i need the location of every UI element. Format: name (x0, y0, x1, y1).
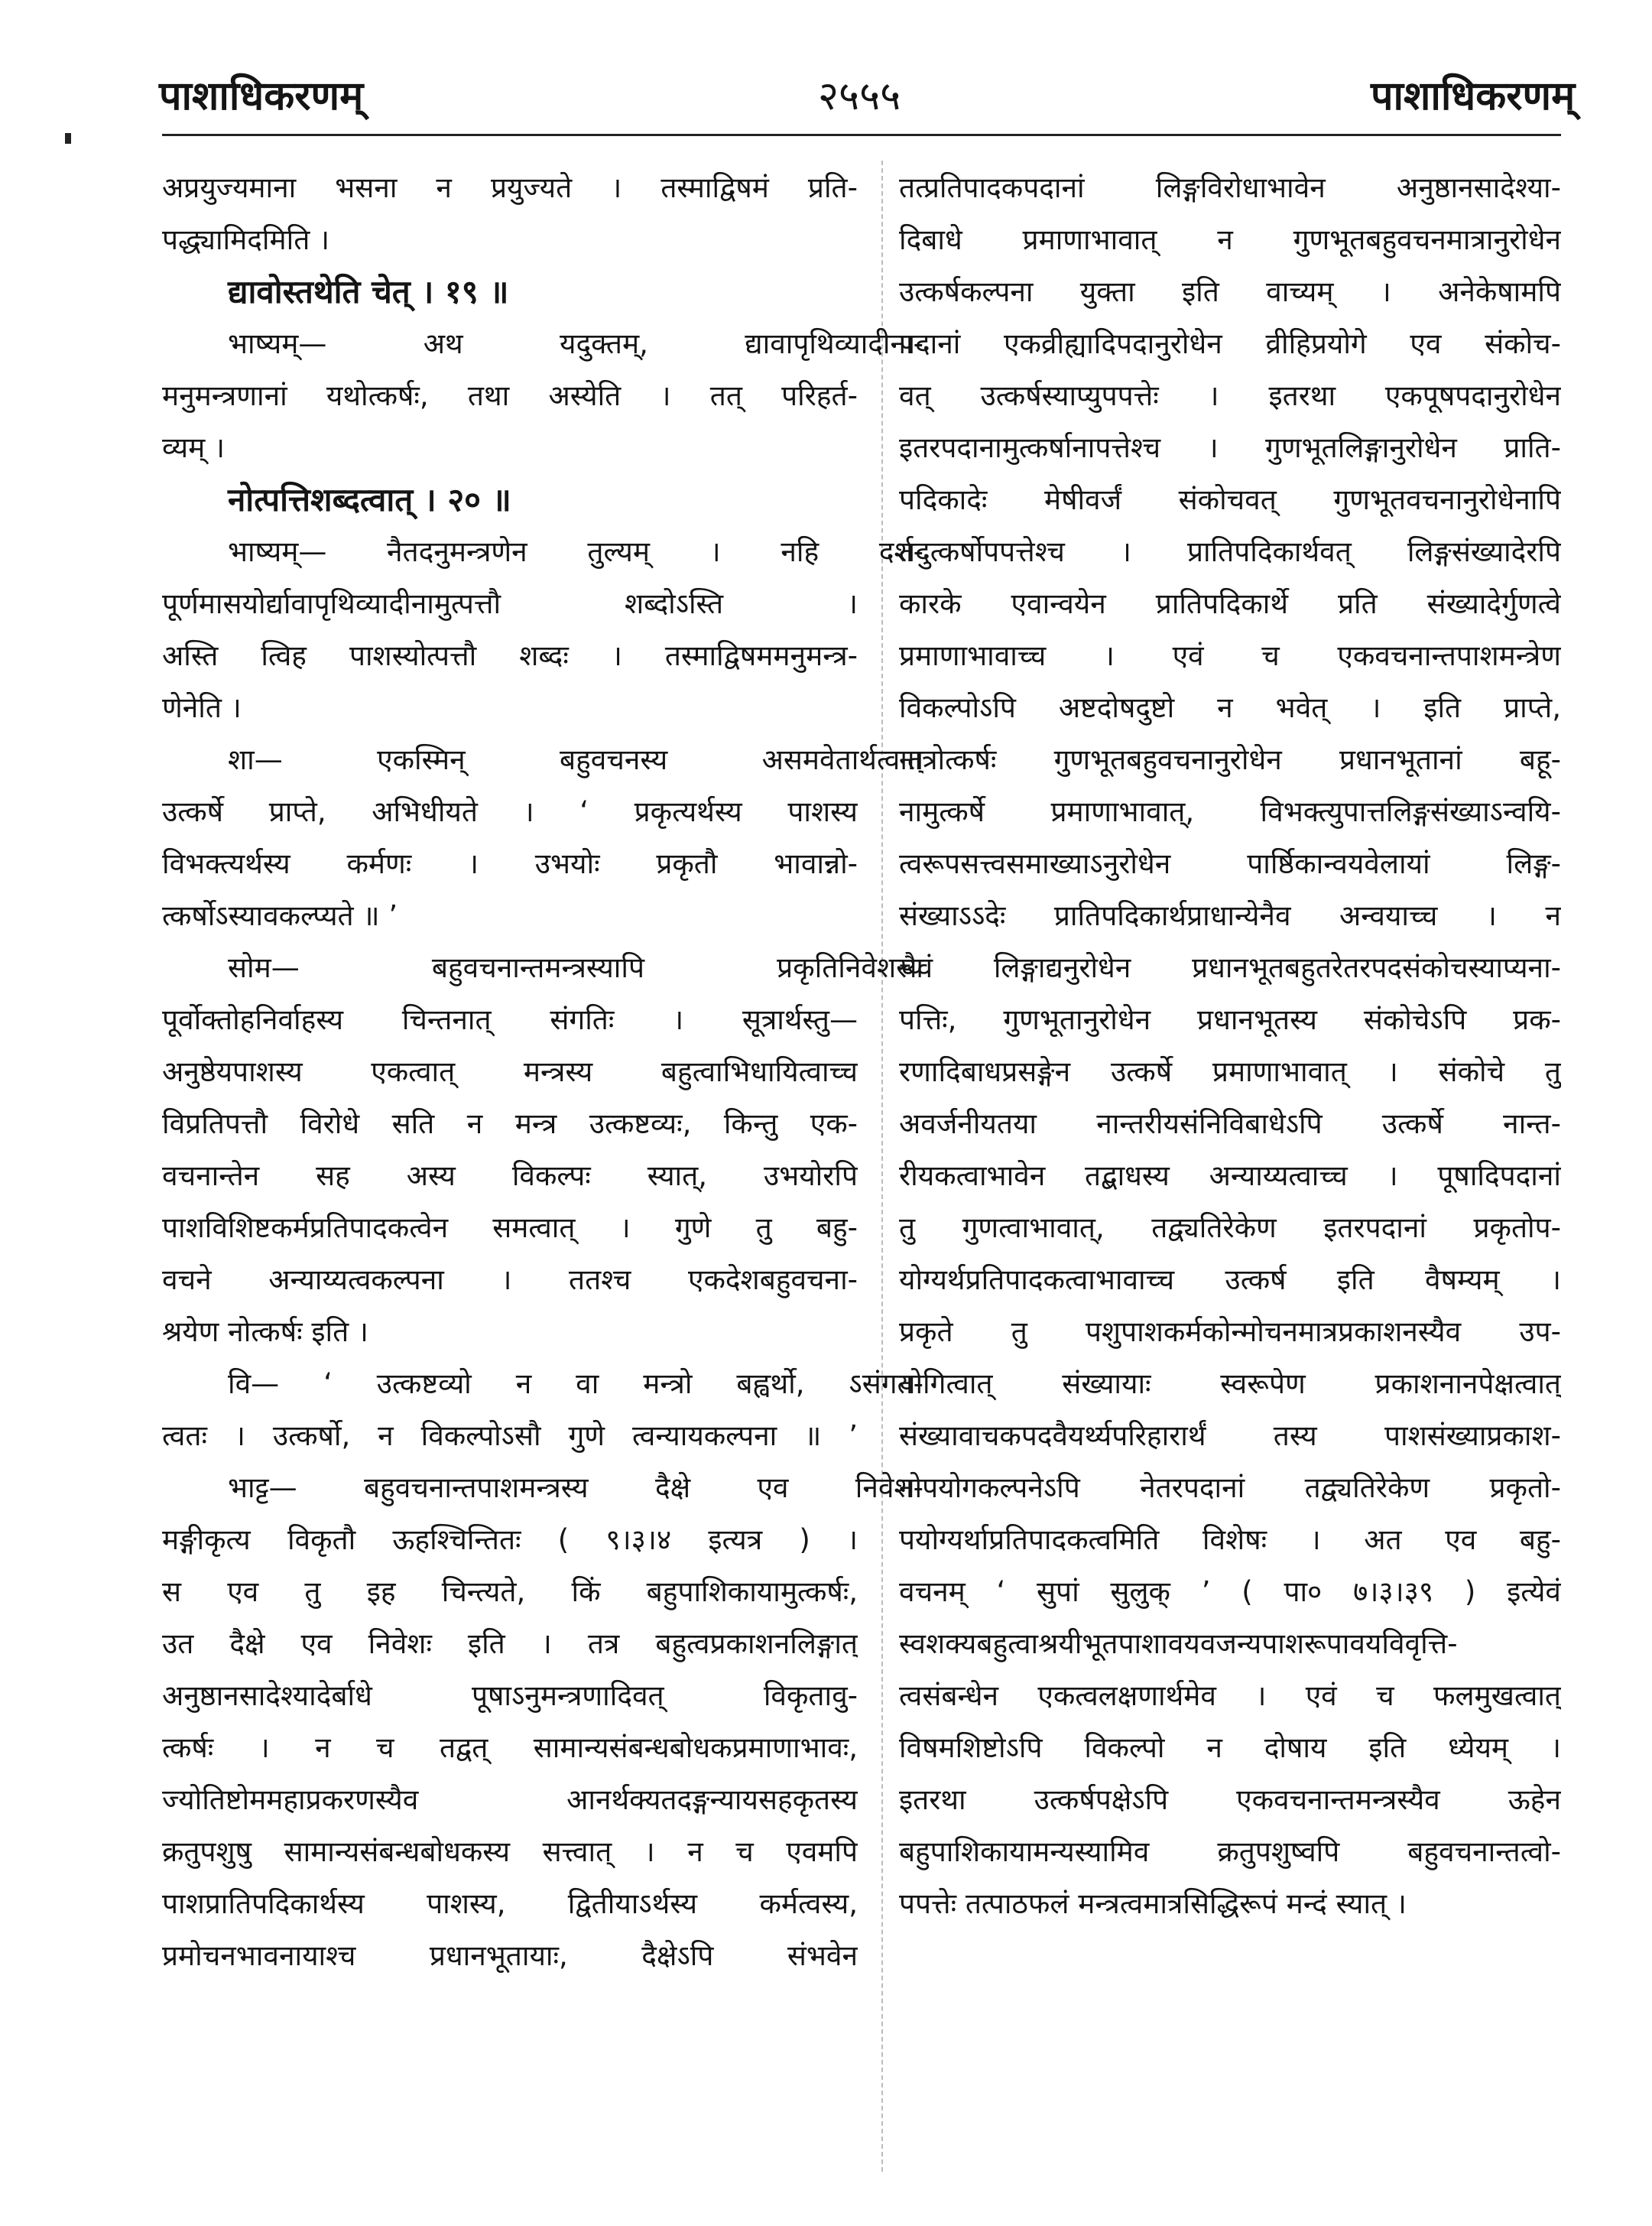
margin-mark (65, 133, 71, 144)
text-line: भाष्यम्— नैतदनुमन्त्रणेन तुल्यम् । नहि दर्श- (228, 535, 923, 568)
text-line: त्वसंबन्धेन एकत्वलक्षणार्थमेव । एवं च फलमुखत्वात् (899, 1679, 1561, 1712)
text-line: वत् उत्कर्षस्याप्युपपत्तेः । इतरथा एकपूषपदानुरोधेन (899, 379, 1561, 412)
text-line: विषमशिष्टोऽपि विकल्पो न दोषाय इति ध्येयम् । (899, 1731, 1561, 1764)
text-line: विकल्पोऽपि अष्टदोषदुष्टो न भवेत् । इति प्राप्ते, (899, 691, 1561, 724)
text-line: पदानां एकव्रीह्यादिपदानुरोधेन व्रीहिप्रयोगे एव संकोच- (899, 327, 1561, 360)
text-line: विभक्त्यर्थस्य कर्मणः । उभयोः प्रकृतौ भावान्नो- (162, 847, 858, 880)
text-line: नामुत्कर्षे प्रमाणाभावात्, विभक्त्युपात्तलिङ्गसंख्याऽन्वयि- (899, 795, 1561, 828)
right-column (899, 162, 1564, 1930)
text-line: अवर्जनीयतया नान्तरीयसंनिविबाधेऽपि उत्कर्षे नान्त- (899, 1107, 1561, 1140)
text-line: पाशप्रातिपदिकार्थस्य पाशस्य, द्वितीयाऽर्थस्य कर्मत्वस्य, (162, 1887, 858, 1920)
text-line: नात्रोत्कर्षः गुणभूतबहुवचनानुरोधेन प्रधानभूतानां बहू- (899, 743, 1561, 776)
text-line: उत दैक्षे एव निवेशः इति । तत्र बहुत्वप्रकाशनलिङ्गात् (162, 1627, 858, 1660)
text-line: नोपयोगकल्पनेऽपि नेतरपदानां तद्व्यतिरेकेण प्रकृतो- (899, 1471, 1561, 1504)
text-line: अनुष्ठेयपाशस्य एकत्वात् मन्त्रस्य बहुत्वाभिधायित्वाच्च (162, 1055, 858, 1088)
text-line: अनुष्ठानसादेश्यादेर्बाधे पूषाऽनुमन्त्रणादिवत् विकृतावु- (162, 1679, 858, 1712)
text-line: दिबाधे प्रमाणाभावात् न गुणभूतबहुवचनमात्रानुरोधेन (899, 223, 1561, 256)
sutra-heading: द्यावोस्तथेति चेत् । १९ ॥ (228, 273, 509, 310)
text-line: अस्ति त्विह पाशस्योत्पत्तौ शब्दः । तस्माद्विषममनुमन्त्र- (162, 639, 858, 672)
text-line: तु गुणत्वाभावात्, तद्व्यतिरेकेण इतरपदानां प्रकृतोप- (899, 1211, 1561, 1244)
text-line: श्रयेण नोत्कर्षः इति । (162, 1315, 368, 1348)
text-line: क्रतुपशुषु सामान्यसंबन्धबोधकस्य सत्त्वात् । न च एवमपि (162, 1835, 858, 1868)
text-line: त्वतः । उत्कर्षो, न विकल्पोऽसौ गुणे त्वन्यायकल्पना ॥ ’ (162, 1419, 858, 1452)
running-header-right: पाशाधिकरणम् (1371, 73, 1576, 119)
text-line: मङ्गीकृत्य विकृतौ ऊहश्चिन्तितः ( ९।३।४ इत्यत्र ) । (162, 1523, 858, 1556)
text-line: प्रकृते तु पशुपाशकर्मकोन्मोचनमात्रप्रकाशनस्यैव उप- (899, 1315, 1561, 1348)
text-line: उत्कर्षकल्पना युक्ता इति वाच्यम् । अनेकेषामपि (899, 275, 1561, 308)
text-line: योगित्वात् संख्यायाः स्वरूपेण प्रकाशनानपेक्षत्वात् (899, 1367, 1561, 1400)
text-line: व्यम् । (162, 431, 226, 464)
text-line: पाशविशिष्टकर्मप्रतिपादकत्वेन समत्वात् । गुणे तु बहु- (162, 1211, 858, 1244)
text-line: स्वशक्यबहुत्वाश्रयीभूतपाशावयवजन्यपाशरूपावयविवृत्ति- (899, 1627, 1458, 1660)
text-line: पपत्तेः तत्पाठफलं मन्त्रत्वमात्रसिद्धिरूपं मन्दं स्यात् । (899, 1887, 1407, 1920)
column-divider (881, 161, 883, 2172)
text-line: पत्तिः, गुणभूतानुरोधेन प्रधानभूतस्य संकोचेऽपि प्रक- (899, 1003, 1561, 1036)
text-line: बहुपाशिकायामन्यस्यामिव क्रतुपशुष्वपि बहुवचनान्तत्वो- (899, 1835, 1561, 1868)
text-line: अप्रयुज्यमाना भसना न प्रयुज्यते । तस्माद्विषमं प्रति- (162, 171, 858, 204)
text-line: उत्कर्षे प्राप्ते, अभिधीयते । ‘ प्रकृत्यर्थस्य पाशस्य (162, 795, 858, 828)
text-line: णेनेति । (162, 691, 242, 724)
text-line: चैवं लिङ्गाद्यनुरोधेन प्रधानभूतबहुतरेतरपदसंकोचस्याप्यना- (899, 951, 1561, 984)
text-line: कारके एवान्वयेन प्रातिपदिकार्थे प्रति संख्यादेर्गुणत्वे (899, 587, 1561, 620)
text-line: ज्योतिष्टोममहाप्रकरणस्यैव आनर्थक्यतदङ्गन्यायसहकृतस्य (162, 1783, 858, 1816)
text-line: इतरपदानामुत्कर्षानापत्तेश्च । गुणभूतलिङ्गानुरोधेन प्राति- (899, 431, 1561, 464)
page-number: २५५५ (818, 73, 901, 119)
text-line: प्रमोचनभावनायाश्च प्रधानभूतायाः, दैक्षेऽपि संभवेन (162, 1939, 858, 1972)
text-line: सोम— बहुवचनान्तमन्त्रस्यापि प्रकृतिनिवेशस्य (228, 951, 923, 984)
text-line: पदिकादेः मेषीवर्जं संकोचवत् गुणभूतवचनानुरोधेनापि (899, 483, 1561, 516)
text-line: शा— एकस्मिन् बहुवचनस्य असमवेतार्थत्वात् (228, 743, 923, 776)
text-line: पूर्वोक्तोहनिर्वाहस्य चिन्तनात् संगतिः । सूत्रार्थस्तु— (162, 1003, 858, 1036)
running-header-left: पाशाधिकरणम् (159, 73, 364, 119)
text-line: रीयकत्वाभावेन तद्बाधस्य अन्याय्यत्वाच्च । पूषादिपदानां (899, 1159, 1561, 1192)
text-line: भाष्यम्— अथ यदुक्तम्, द्यावापृथिव्यादीना- (228, 327, 923, 360)
header-rule (162, 134, 1561, 136)
text-line: योग्यर्थप्रतिपादकत्वाभावाच्च उत्कर्ष इति वैषम्यम् । (899, 1263, 1561, 1296)
text-line: पयोग्यर्थाप्रतिपादकत्वमिति विशेषः । अत एव बहु- (899, 1523, 1561, 1556)
text-line: संख्याऽऽदेः प्रातिपदिकार्थप्राधान्येनैव अन्वयाच्च । न (899, 899, 1561, 932)
text-line: वचनान्तेन सह अस्य विकल्पः स्यात्, उभयोरपि (162, 1159, 858, 1192)
text-line: मनुमन्त्रणानां यथोत्कर्षः, तथा अस्येति । तत् परिहर्त- (162, 379, 858, 412)
text-line: तत्प्रतिपादकपदानां लिङ्गविरोधाभावेन अनुष्ठानसादेश्या- (899, 171, 1561, 204)
text-line: रणादिबाधप्रसङ्गेन उत्कर्षे प्रमाणाभावात् । संकोचे तु (899, 1055, 1561, 1088)
text-line: पद्ध्यामिदमिति । (162, 223, 330, 256)
text-line: वचने अन्याय्यत्वकल्पना । ततश्च एकदेशबहुवचना- (162, 1263, 858, 1296)
text-line: विप्रतिपत्तौ विरोधे सति न मन्त्र उत्कष्टव्यः, किन्तु एक- (162, 1107, 858, 1140)
sutra-heading: नोत्पत्तिशब्दत्वात् । २० ॥ (228, 481, 511, 518)
text-line: प्रमाणाभावाच्च । एवं च एकवचनान्तपाशमन्त्रेण (899, 639, 1561, 672)
text-line: त्कर्षोऽस्यावकल्प्यते ॥ ’ (162, 899, 398, 932)
text-line: वि— ‘ उत्कष्टव्यो न वा मन्त्रो बह्वर्थो, ऽसंगत- (228, 1367, 923, 1400)
text-line: पूर्णमासयोर्द्यावापृथिव्यादीनामुत्पत्तौ शब्दोऽस्ति । (162, 587, 858, 620)
text-line: स एव तु इह चिन्त्यते, किं बहुपाशिकायामुत्कर्षः, (162, 1575, 858, 1608)
text-line: इतरथा उत्कर्षपक्षेऽपि एकवचनान्तमन्त्रस्यैव ऊहेन (899, 1783, 1561, 1816)
text-line: संख्यावाचकपदवैयर्थ्यपरिहारार्थं तस्य पाशसंख्याप्रकाश- (899, 1419, 1561, 1452)
text-line: त्कर्षः । न च तद्वत् सामान्यसंबन्धबोधकप्रमाणाभावः, (162, 1731, 858, 1764)
text-line: वचनम् ‘ सुपां सुलुक् ’ ( पा० ७।३।३९ ) इत्येवं (899, 1575, 1561, 1608)
left-column (162, 162, 923, 1982)
text-line: त्वरूपसत्त्वसमाख्याऽनुरोधेन पार्ष्ठिकान्वयवेलायां लिङ्ग- (899, 847, 1561, 880)
text-line: तदुत्कर्षोपपत्तेश्च । प्रातिपदिकार्थवत् लिङ्गसंख्यादेरपि (899, 535, 1561, 568)
text-line: भाट्ट— बहुवचनान्तपाशमन्त्रस्य दैक्षे एव निवेश- (228, 1471, 923, 1504)
